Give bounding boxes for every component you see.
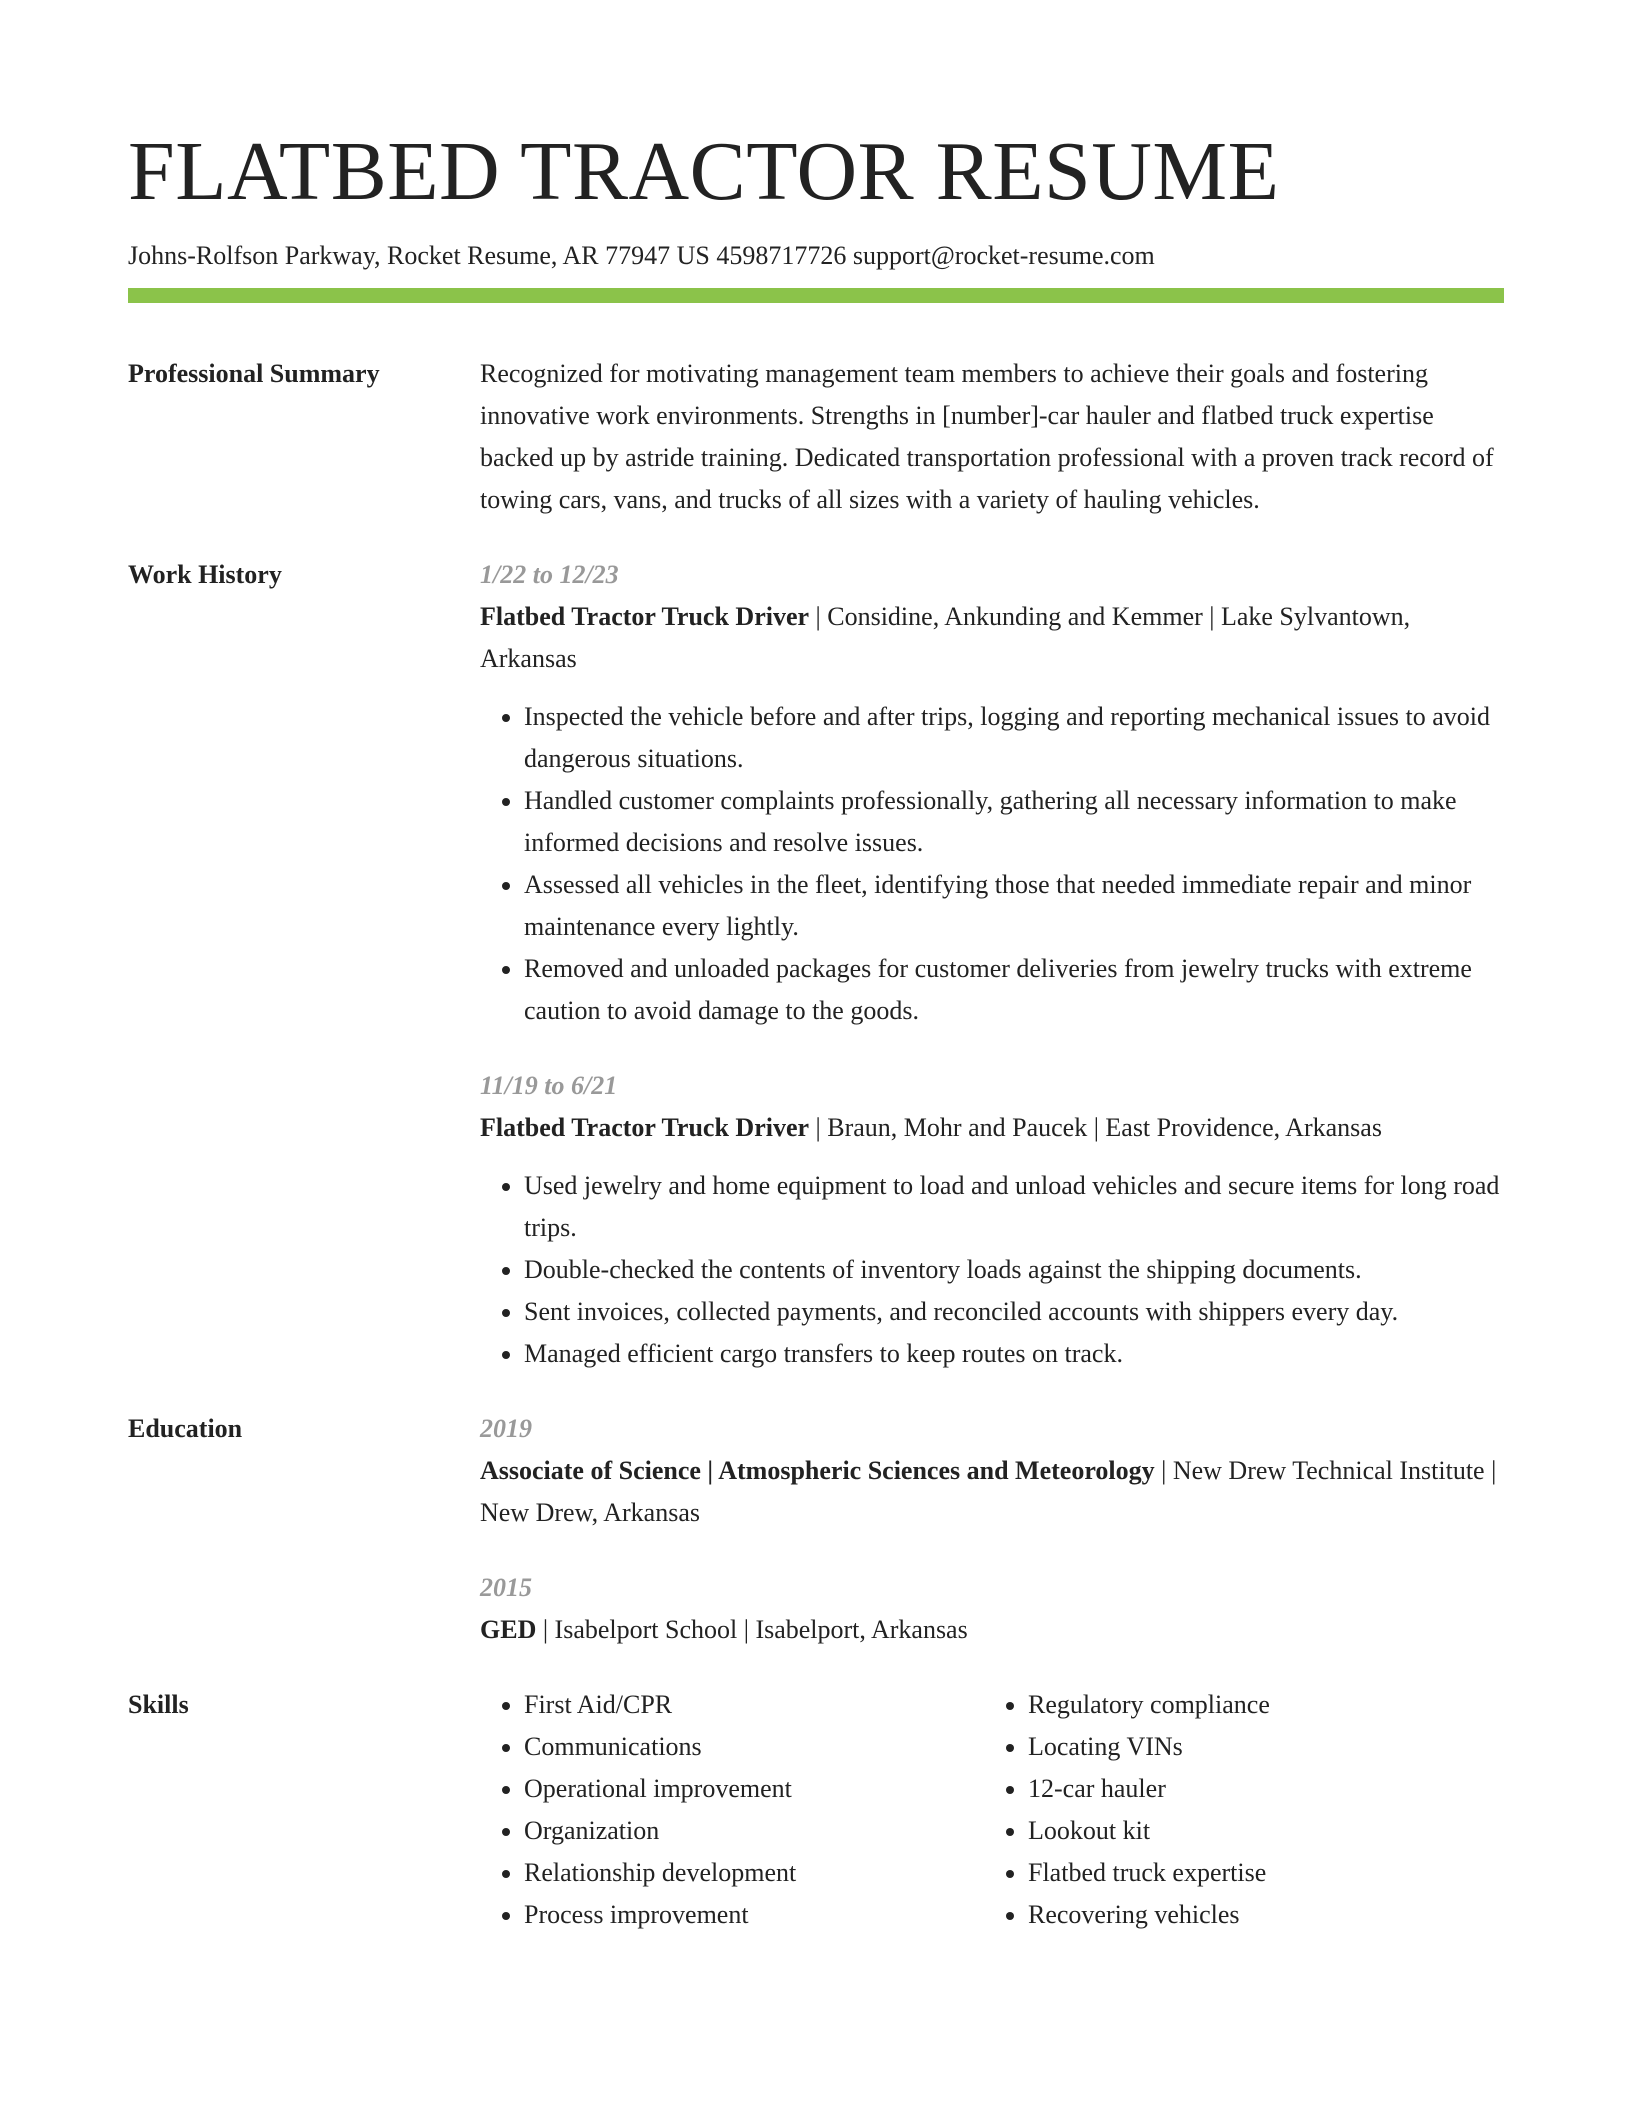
skill-item: • Operational improvement: [524, 1768, 984, 1810]
resume-title: FLATBED TRACTOR RESUME: [128, 125, 1280, 218]
work-history-body: [480, 554, 1504, 1375]
section-label-education: Education: [128, 1414, 243, 1443]
skill-item: • First Aid/CPR: [524, 1684, 984, 1726]
job-dates: 11/19 to 6/21: [480, 1071, 618, 1100]
accent-divider: [128, 288, 1504, 303]
education-body: [480, 1408, 1504, 1651]
work-history-section: [128, 554, 1504, 1375]
job-bullet: • Handled customer complaints professionally, gathering all necessary information to make informed decisions and resolve issues.: [524, 780, 1504, 864]
job-bullet: • Inspected the vehicle before and after trips, logging and reporting mechanical issues to avoid dangerous situations.: [524, 696, 1504, 780]
skills-body: [480, 1684, 1504, 1936]
skill-item: • Communications: [524, 1726, 984, 1768]
education-entry: [480, 1567, 1504, 1651]
skill-item: • Relationship development: [524, 1852, 984, 1894]
education-details: | New Drew Technical Institute | New Drew, Arkansas: [480, 1456, 1497, 1527]
summary-section: [128, 353, 1504, 521]
education-year: 2015: [480, 1573, 532, 1602]
summary-text: Recognized for motivating management team members to achieve their goals and fostering innovative work environments. Strengths in [number]-car hauler and flatbed truck expertise backed up by astride training. Dedicated transportation professional with a proven track record of towing cars, vans, and trucks of all sizes with a variety of hauling vehicles.: [480, 359, 1494, 514]
job-bullet: • Assessed all vehicles in the fleet, identifying those that needed immediate repair and minor maintenance every lightly.: [524, 864, 1504, 948]
job-bullet: • Managed efficient cargo transfers to keep routes on track.: [524, 1333, 1504, 1375]
skills-list-left: [480, 1684, 984, 1936]
education-details: | Isabelport School | Isabelport, Arkansas: [536, 1615, 968, 1644]
skill-item: • 12-car hauler: [1028, 1768, 1488, 1810]
skill-item: • Flatbed truck expertise: [1028, 1852, 1488, 1894]
education-degree: GED: [480, 1615, 537, 1644]
job-title: Flatbed Tractor Truck Driver: [480, 602, 810, 631]
skill-item: • Recovering vehicles: [1028, 1894, 1488, 1936]
job-bullet: • Sent invoices, collected payments, and reconciled accounts with shippers every day.: [524, 1291, 1504, 1333]
job-bullet: • Double-checked the contents of inventory loads against the shipping documents.: [524, 1249, 1504, 1291]
job-bullets: [480, 1165, 1504, 1375]
resume-page: [128, 118, 1504, 1936]
skill-item: • Lookout kit: [1028, 1810, 1488, 1852]
education-line: [480, 1450, 1504, 1534]
education-degree: Associate of Science | Atmospheric Sciences and Meteorology: [480, 1456, 1155, 1485]
education-entry: [480, 1408, 1504, 1534]
skill-item: • Organization: [524, 1810, 984, 1852]
contact-line: Johns-Rolfson Parkway, Rocket Resume, AR 77947 US 4598717726 support@rocket-resume.com: [128, 241, 1155, 270]
job-bullets: [480, 696, 1504, 1032]
skills-list-right: [984, 1684, 1488, 1936]
job-bullet: • Used jewelry and home equipment to load and unload vehicles and secure items for long road trips.: [524, 1165, 1504, 1249]
job-role-line: [480, 1107, 1504, 1149]
section-label-work-history: Work History: [128, 560, 282, 589]
job-entry: [480, 554, 1504, 1032]
skills-grid: [480, 1684, 1504, 1936]
skills-section: [128, 1684, 1504, 1936]
education-line: [480, 1609, 1504, 1651]
section-label-skills: Skills: [128, 1690, 189, 1719]
skill-item: • Regulatory compliance: [1028, 1684, 1488, 1726]
education-section: [128, 1408, 1504, 1651]
skill-item: • Process improvement: [524, 1894, 984, 1936]
job-title: Flatbed Tractor Truck Driver: [480, 1113, 810, 1142]
job-role-line: [480, 596, 1504, 680]
section-label-summary: Professional Summary: [128, 359, 380, 388]
job-entry: [480, 1065, 1504, 1375]
job-details: | Considine, Ankunding and Kemmer | Lake Sylvantown, Arkansas: [480, 602, 1411, 673]
job-bullet: • Removed and unloaded packages for customer deliveries from jewelry trucks with extreme caution to avoid damage to the goods.: [524, 948, 1504, 1032]
job-details: | Braun, Mohr and Paucek | East Providence, Arkansas: [809, 1113, 1382, 1142]
job-dates: 1/22 to 12/23: [480, 560, 619, 589]
skill-item: • Locating VINs: [1028, 1726, 1488, 1768]
education-year: 2019: [480, 1414, 532, 1443]
